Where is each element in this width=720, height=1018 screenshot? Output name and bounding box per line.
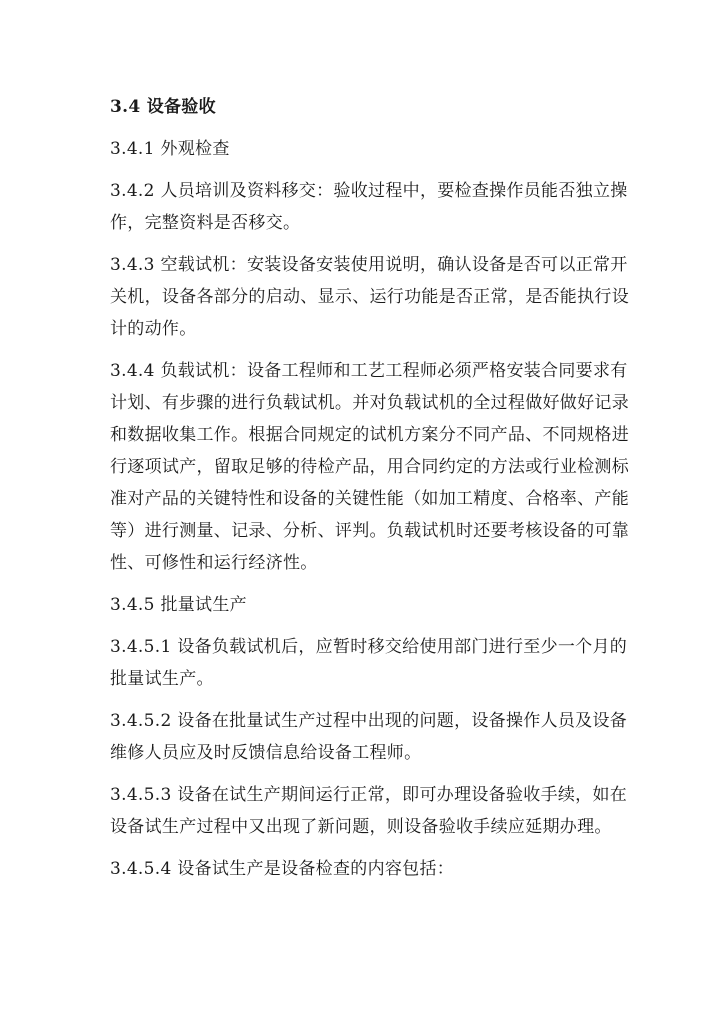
paragraph-3-4-2-line-1: 3.4.2 人员培训及资料移交：验收过程中，要检查操作员能否独立操	[110, 181, 628, 201]
paragraph-3-4-4-line-7: 性、可修性和运行经济性。	[110, 553, 318, 573]
paragraph-3-4-5-4-line-1: 3.4.5.4 设备试生产是设备检查的内容包括：	[110, 859, 455, 879]
paragraph-3-4-3-line-1: 3.4.3 空载试机：安装设备安装使用说明，确认设备是否可以正常开	[110, 255, 628, 275]
paragraph-3-4-1-line-1: 3.4.1 外观检查	[110, 139, 230, 159]
paragraph-3-4-5-line-1: 3.4.5 批量试生产	[110, 595, 247, 615]
paragraph-3-4-4-line-4: 行逐项试产，留取足够的待检产品，用合同约定的方法或行业检测标	[110, 457, 629, 477]
paragraph-3-4-5-2-line-2: 维修人员应及时反馈信息给设备工程师。	[110, 743, 422, 763]
paragraph-3-4-5-1-line-1: 3.4.5.1 设备负载试机后，应暂时移交给使用部门进行至少一个月的	[110, 637, 628, 657]
paragraph-3-4-3-line-3: 计的动作。	[110, 319, 197, 339]
paragraph-3-4-5-2-line-1: 3.4.5.2 设备在批量试生产过程中出现的问题，设备操作人员及设备	[110, 711, 628, 731]
paragraph-3-4-4-line-6: 等）进行测量、记录、分析、评判。负载试机时还要考核设备的可靠	[110, 521, 629, 541]
section-heading: 3.4 设备验收	[110, 97, 216, 117]
paragraph-3-4-4-line-5: 准对产品的关键特性和设备的关键性能（如加工精度、合格率、产能	[110, 489, 629, 509]
paragraph-3-4-4-line-2: 计划、有步骤的进行负载试机。并对负载试机的全过程做好做好记录	[110, 393, 629, 413]
paragraph-3-4-4-line-3: 和数据收集工作。根据合同规定的试机方案分不同产品、不同规格进	[110, 425, 629, 445]
paragraph-3-4-5-3-line-1: 3.4.5.3 设备在试生产期间运行正常，即可办理设备验收手续，如在	[110, 785, 628, 805]
paragraph-3-4-4-line-1: 3.4.4 负载试机：设备工程师和工艺工程师必须严格安装合同要求有	[110, 361, 628, 381]
paragraph-3-4-2-line-2: 作，完整资料是否移交。	[110, 213, 301, 233]
paragraph-3-4-5-1-line-2: 批量试生产。	[110, 669, 214, 689]
paragraph-3-4-5-3-line-2: 设备试生产过程中又出现了新问题，则设备验收手续应延期办理。	[110, 817, 612, 837]
paragraph-3-4-3-line-2: 关机，设备各部分的启动、显示、运行功能是否正常，是否能执行设	[110, 287, 629, 307]
